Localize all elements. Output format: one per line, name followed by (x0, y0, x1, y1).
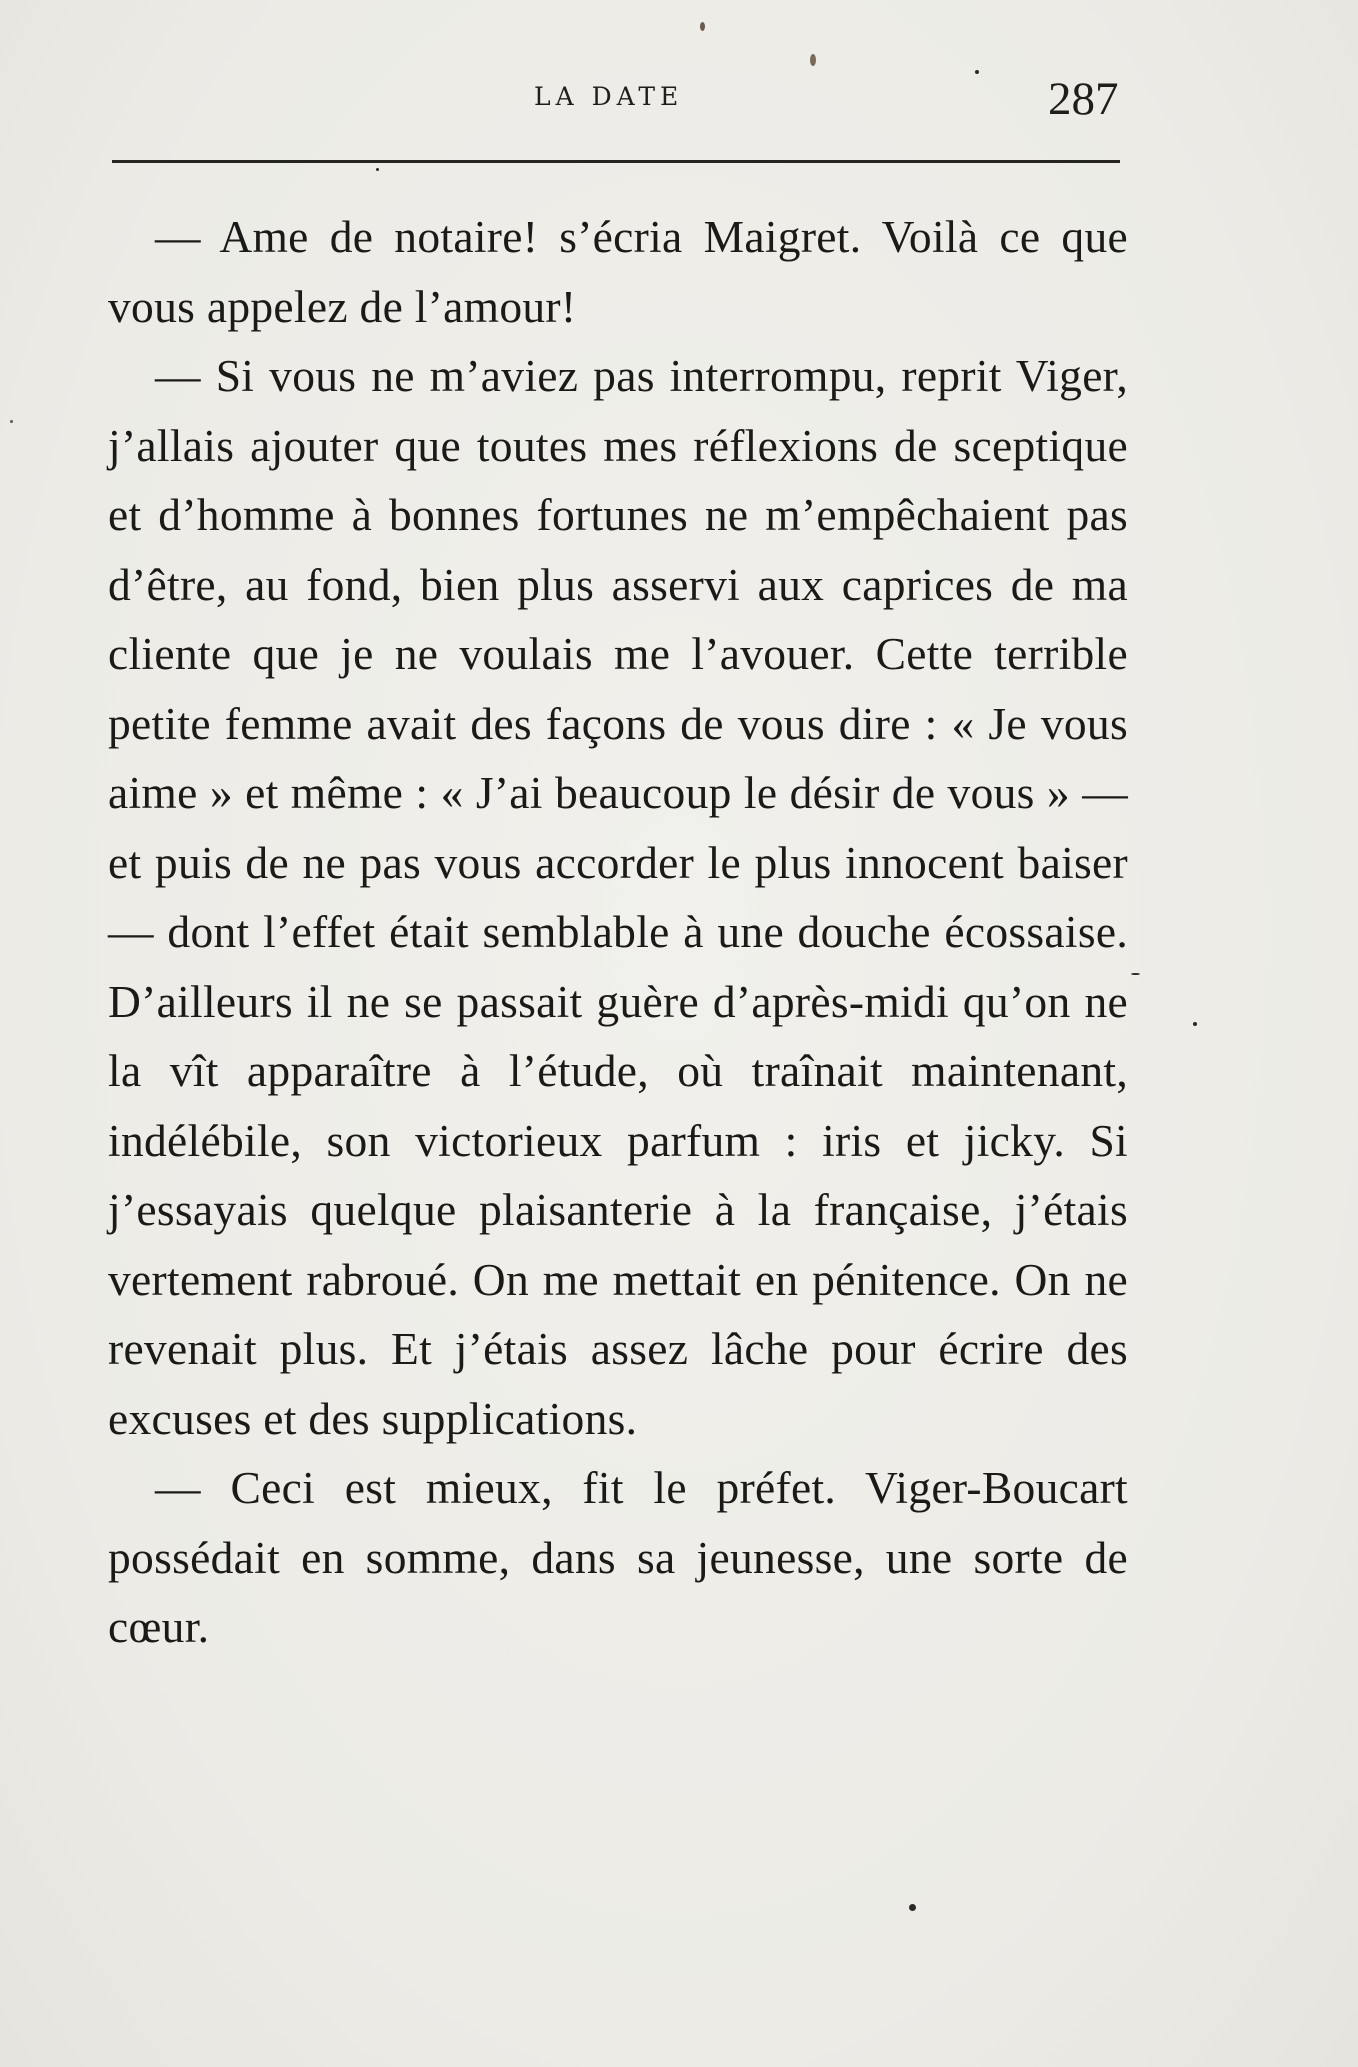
paragraph: — Ame de notaire! s’écria Maigret. Voilà ce que vous appelez de l’amour! (108, 211, 1128, 332)
header-rule (112, 160, 1120, 163)
scan-speck (1193, 1022, 1197, 1026)
scan-speck (1131, 973, 1140, 975)
running-title: LA DATE (534, 82, 684, 111)
paragraph: — Ceci est mieux, fit le préfet. Viger-Boucart possédait en somme, dans sa jeunesse, une sorte de cœur. (108, 1462, 1128, 1652)
running-head (0, 73, 1358, 128)
page-number: 287 (1048, 73, 1119, 125)
scan-speck (909, 1904, 916, 1911)
body-text (108, 202, 1128, 1662)
scan-speck (810, 54, 816, 66)
scan-speck (376, 168, 379, 171)
paragraph: — Si vous ne m’aviez pas interrompu, reprit Viger, j’allais ajouter que toutes mes réflexions de sceptique et d’homme à bonnes fortunes ne m’empêchaient pas d’être, au fond, bien plus asservi aux caprices de ma cliente que je ne voulais me l’avouer. Cette terrible petite femme avait des façons de vous dire : « Je vous aime » et même : « J’ai beaucoup le désir de vous » — et puis de ne pas vous accorder le plus innocent baiser — dont l’effet était semblable à une douche écossaise. D’ailleurs il ne se passait guère d’après-midi qu’on ne la vît apparaître à l’étude, où traînait maintenant, indélébile, son victorieux parfum : iris et jicky. Si j’essayais quelque plaisanterie à la française, j’étais vertement rabroué. On me mettait en pénitence. On ne revenait plus. Et j’étais assez lâche pour écrire des excuses et des supplications. (108, 350, 1128, 1444)
scan-speck (10, 420, 13, 423)
scan-speck (975, 70, 979, 74)
scan-speck (700, 22, 705, 31)
